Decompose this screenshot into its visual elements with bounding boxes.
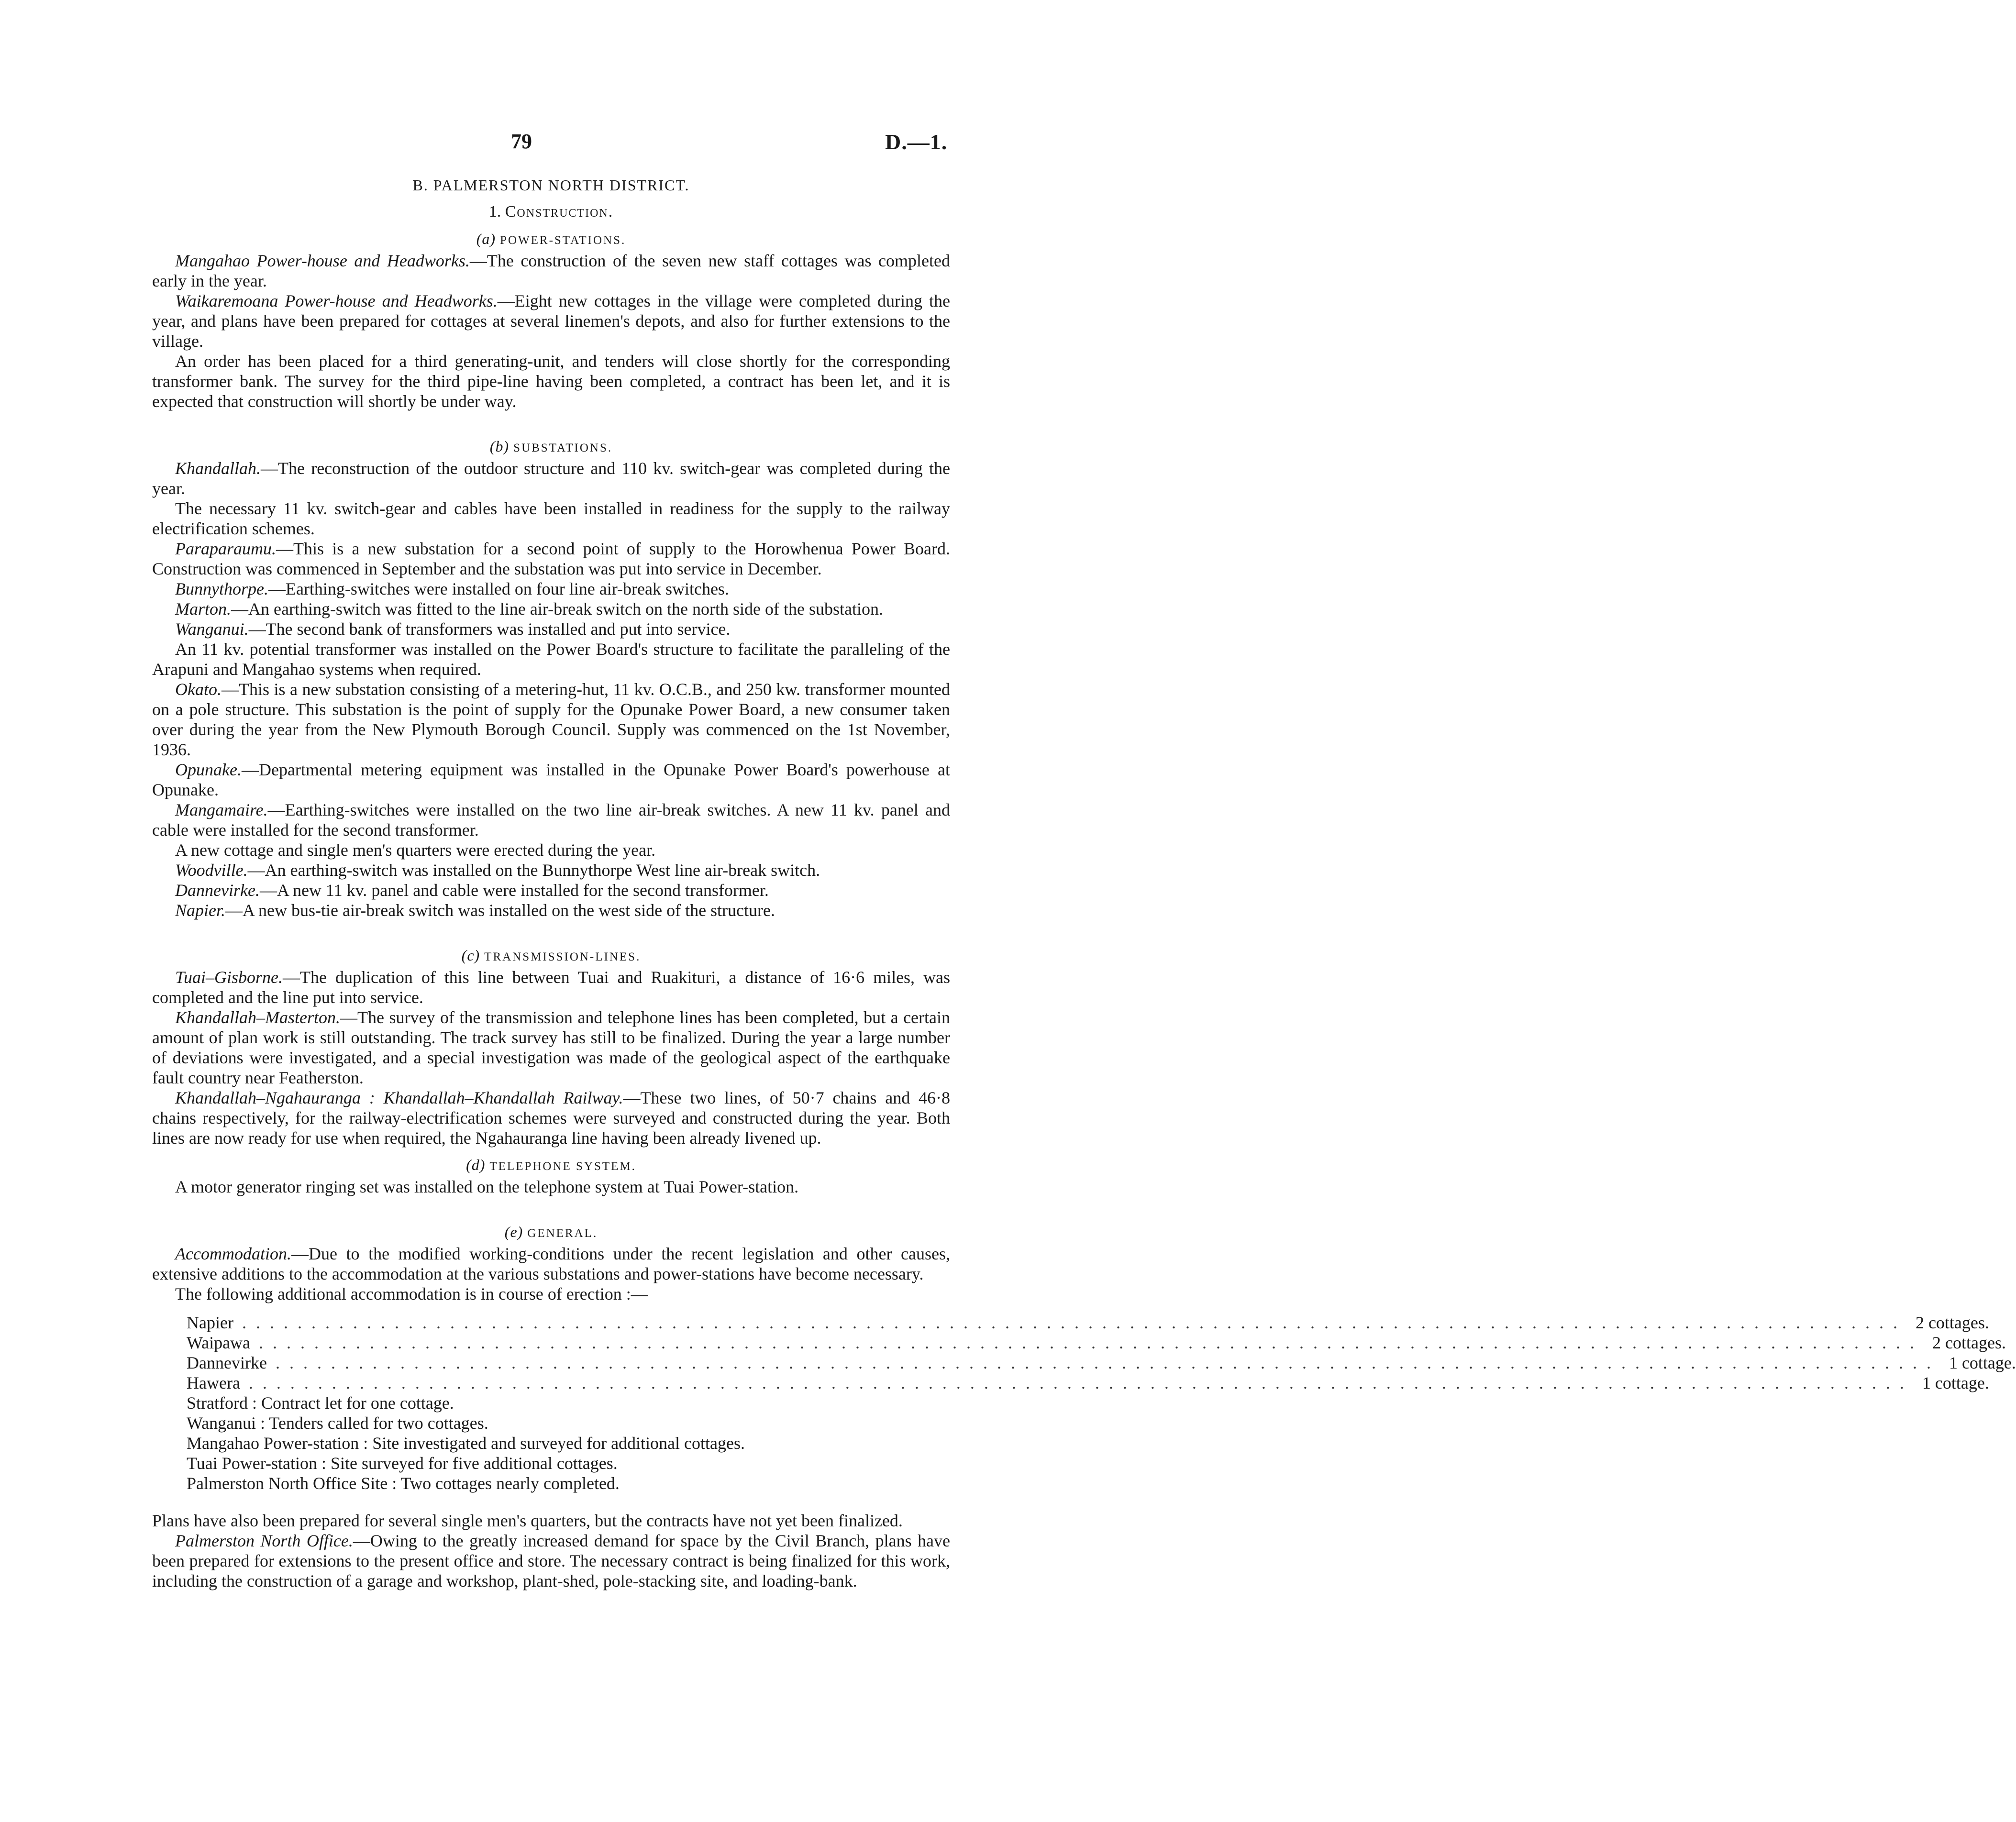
lead-wanganui: Wanganui. <box>175 619 249 639</box>
text-opunake: —Departmental metering equipment was installed in the Opunake Power Board's powerhouse at Opunake. <box>152 760 950 799</box>
paragraph-khandallah-switchgear: The necessary 11 kv. switch-gear and cables have been installed in readiness for the supply to the railway electrification schemes. <box>152 499 950 538</box>
text-paraparaumu: —This is a new substation for a second point of supply to the Horowhenua Power Board. Construction was commenced in September and the substation was put into service in December. <box>152 539 950 578</box>
paragraph-generating-unit: An order has been placed for a third generating-unit, and tenders will close shortly for the corresponding transformer bank. The survey for the third pipe-line having been completed, a contract has been let, and it is expected that construction will shortly be under way. <box>152 352 950 411</box>
lead-dannevirke: Dannevirke. <box>175 881 260 900</box>
list-line-tuai: Tuai Power-station : Site surveyed for five additional cottages. <box>187 1454 618 1473</box>
lead-khandallah: Khandallah. <box>175 459 261 478</box>
lead-khandallah-ngahauranga: Khandallah–Ngahauranga : Khandallah–Khandallah Railway. <box>175 1088 623 1107</box>
lead-khandallah-masterton: Khandallah–Masterton. <box>175 1008 341 1027</box>
text-tuai-gisborne: —The duplication of this line between Tuai and Ruakituri, a distance of 16·6 miles, was completed and the line put into service. <box>152 968 950 1007</box>
text-khandallah-masterton: —The survey of the transmission and telephone lines has been completed, but a certain amount of plan work is still outstanding. The track survey has still to be finalized. During the year a large number of deviations were investigated, and a special investigation was made of the geological aspect of the earthquake fault country near Featherston. <box>152 1008 950 1087</box>
paragraph-mangamaire <box>152 800 950 840</box>
list-item <box>187 1333 2006 1353</box>
leader-dots: ........................................................................................................................ <box>248 1373 1914 1392</box>
list-line-palmerston: Palmerston North Office Site : Two cottages nearly completed. <box>187 1474 620 1493</box>
section-b-heading <box>152 436 950 458</box>
section-a-heading <box>152 229 950 251</box>
text-bunnythorpe: —Earthing-switches were installed on four line air-break switches. <box>268 579 729 598</box>
lead-palmerston-office: Palmerston North Office. <box>175 1531 353 1550</box>
text-mangamaire: —Earthing-switches were installed on the two line air-break switches. A new 11 kv. panel and cable were installed for the second transformer. <box>152 800 950 839</box>
text-marton: —An earthing-switch was fitted to the line air-break switch on the north side of the substation. <box>231 599 883 618</box>
list-item <box>187 1353 2016 1373</box>
text-mangahao: —The construction of the seven new staff cottages was completed early in the year. <box>152 251 950 290</box>
lead-paraparaumu: Paraparaumu. <box>175 539 277 558</box>
section-e-label: (e) <box>504 1223 523 1240</box>
list-item-place: Dannevirke <box>187 1353 267 1372</box>
paragraph-khandallah-masterton <box>152 1007 950 1088</box>
list-item-place: Waipawa <box>187 1333 251 1352</box>
list-item-place: Hawera <box>187 1373 240 1392</box>
section-b-title: SUBSTATIONS. <box>513 442 613 454</box>
section-b-label: (b) <box>489 438 510 455</box>
paragraph-wanganui <box>152 619 950 639</box>
page-body <box>152 129 2016 1591</box>
section-e-heading <box>152 1222 950 1244</box>
section-a-label: (a) <box>476 230 496 247</box>
lead-bunnythorpe: Bunnythorpe. <box>175 579 268 598</box>
section-d-heading <box>152 1155 950 1177</box>
part-label: Construction. <box>505 203 614 221</box>
lead-mangamaire: Mangamaire. <box>175 800 268 819</box>
list-item-value: 1 cottage. <box>1949 1353 2016 1372</box>
list-item-place: Napier <box>187 1313 233 1332</box>
text-khandallah: —The reconstruction of the outdoor structure and 110 kv. switch-gear was completed during the year. <box>152 459 950 498</box>
leader-dots: ........................................................................................................................ <box>242 1313 1907 1332</box>
lead-tuai-gisborne: Tuai–Gisborne. <box>175 968 283 987</box>
paragraph-bunnythorpe <box>152 579 950 599</box>
list-line-mangahao: Mangahao Power-station : Site investigated and surveyed for additional cottages. <box>187 1434 745 1453</box>
text-woodville: —An earthing-switch was installed on the Bunnythorpe West line air-break switch. <box>247 861 820 880</box>
text-okato: —This is a new substation consisting of a metering-hut, 11 kv. O.C.B., and 250 kw. transformer mounted on a pole structure. This substation is the point of supply for the Opunake Power Board, a new consumer taken over during the year from the New Plymouth Borough Council. Supply was commenced on the 1st November, 1936. <box>152 680 950 759</box>
list-item-value: 2 cottages. <box>1932 1333 2006 1352</box>
lead-mangahao: Mangahao Power-house and Headworks. <box>175 251 470 270</box>
paragraph-tuai-gisborne <box>152 967 950 1007</box>
accommodation-list <box>187 1313 2016 1493</box>
paragraph-palmerston-office <box>152 1531 950 1591</box>
list-item <box>187 1313 1989 1333</box>
leader-dots: ........................................................................................................................ <box>259 1333 1924 1352</box>
text-waikaremoana: —Eight new cottages in the village were completed during the year, and plans have been prepared for cottages at several linemen's depots, and also for further extensions to the village. <box>152 291 950 351</box>
section-d-label: (d) <box>466 1156 486 1173</box>
paragraph-opunake <box>152 760 950 800</box>
paragraph-wanganui-transformer: An 11 kv. potential transformer was installed on the Power Board's structure to facilitate the paralleling of the Arapuni and Mangahao systems when required. <box>152 640 950 679</box>
paragraph-waikaremoana <box>152 291 950 351</box>
section-c-label: (c) <box>461 947 480 964</box>
text-khandallah-ngahauranga: —These two lines, of 50·7 chains and 46·8 chains respectively, for the railway-electrification schemes were surveyed and constructed during the year. Both lines are now ready for use when required, the Ngahauranga line having been already livened up. <box>152 1088 950 1148</box>
list-item-value: 1 cottage. <box>1922 1373 1989 1392</box>
section-d-title: TELEPHONE SYSTEM. <box>489 1160 636 1173</box>
paragraph-mangamaire-cottage: A new cottage and single men's quarters were erected during the year. <box>175 840 656 860</box>
list-line-stratford: Stratford : Contract let for one cottage. <box>187 1393 454 1413</box>
lead-woodville: Woodville. <box>175 861 248 880</box>
document-reference: D.—1. <box>885 130 948 154</box>
part-heading <box>152 202 950 222</box>
section-e-title: GENERAL. <box>527 1227 598 1240</box>
paragraph-accommodation-intro: The following additional accommodation is in course of erection :— <box>175 1284 648 1303</box>
text-napier: —A new bus-tie air-break switch was installed on the west side of the structure. <box>225 901 775 920</box>
paragraph-accommodation <box>152 1244 950 1284</box>
section-c-heading <box>152 945 950 967</box>
lead-okato: Okato. <box>175 680 222 699</box>
text-wanganui: —The second bank of transformers was installed and put into service. <box>248 619 731 639</box>
lead-accommodation: Accommodation. <box>175 1244 291 1263</box>
list-item <box>187 1373 1989 1393</box>
paragraph-okato <box>152 679 950 760</box>
paragraph-woodville <box>152 860 950 880</box>
paragraph-napier <box>152 900 950 920</box>
section-c-title: TRANSMISSION-LINES. <box>484 950 641 963</box>
paragraph-plans: Plans have also been prepared for several single men's quarters, but the contracts have not yet been finalized. <box>152 1511 903 1530</box>
list-item-value: 2 cottages. <box>1915 1313 1989 1332</box>
paragraph-telephone: A motor generator ringing set was installed on the telephone system at Tuai Power-station. <box>175 1177 799 1196</box>
paragraph-khandallah <box>152 458 950 498</box>
paragraph-marton <box>152 599 950 619</box>
paragraph-khandallah-ngahauranga <box>152 1088 950 1148</box>
paragraph-paraparaumu <box>152 539 950 579</box>
paragraph-mangahao <box>152 251 950 291</box>
list-line-wanganui: Wanganui : Tenders called for two cottages. <box>187 1413 488 1433</box>
text-accommodation: —Due to the modified working-conditions under the recent legislation and other causes, extensive additions to the accommodation at the various substations and power-stations have become necessary. <box>152 1244 950 1283</box>
section-a-title: POWER-STATIONS. <box>500 234 626 247</box>
lead-marton: Marton. <box>175 599 231 618</box>
lead-opunake: Opunake. <box>175 760 242 779</box>
page-number: 79 <box>511 130 532 153</box>
paragraph-dannevirke <box>152 880 950 900</box>
lead-waikaremoana: Waikaremoana Power-house and Headworks. <box>175 291 498 310</box>
text-dannevirke: —A new 11 kv. panel and cable were installed for the second transformer. <box>259 881 769 900</box>
part-number: 1. <box>488 203 501 221</box>
text-palmerston-office: —Owing to the greatly increased demand for space by the Civil Branch, plans have been prepared for extensions to the present office and store. The necessary contract is being finalized for this work, including the construction of a garage and workshop, plant-shed, pole-stacking site, and loading-bank. <box>152 1531 950 1590</box>
lead-napier: Napier. <box>175 901 226 920</box>
district-heading: B. PALMERSTON NORTH DISTRICT. <box>412 177 690 194</box>
leader-dots: ........................................................................................................................ <box>275 1353 1940 1372</box>
